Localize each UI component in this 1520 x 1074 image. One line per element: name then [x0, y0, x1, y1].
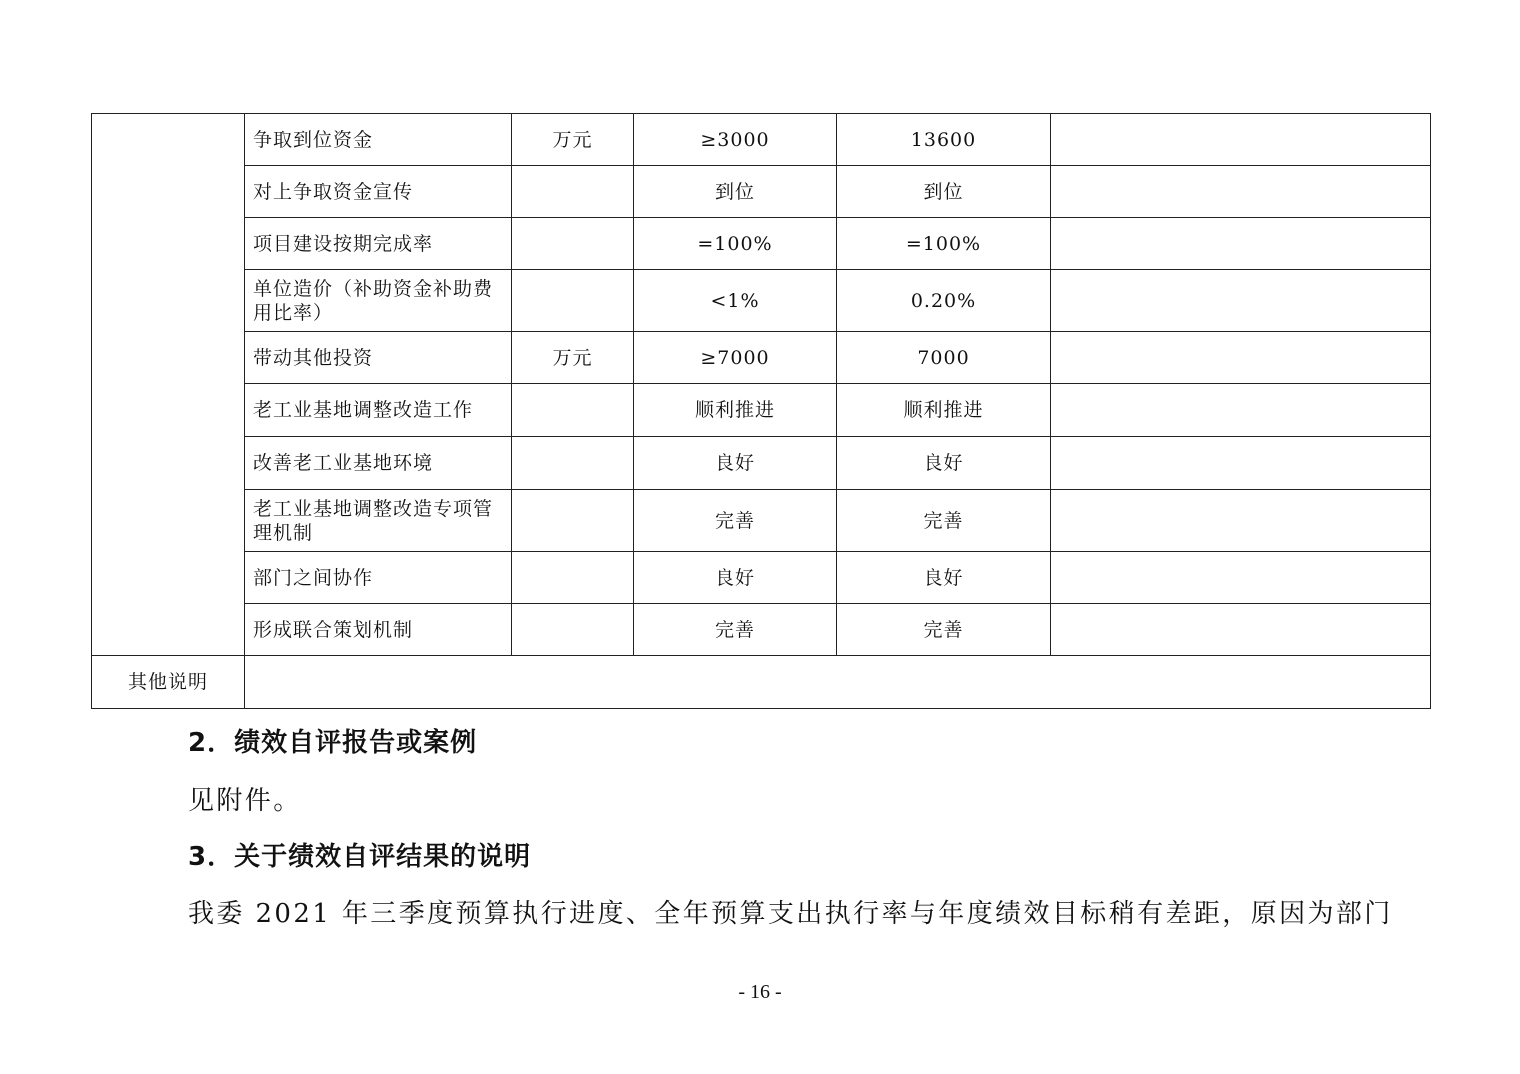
- target-cell: ≥3000: [634, 114, 837, 166]
- performance-table: [91, 113, 1431, 709]
- page-number: - 16 -: [738, 981, 782, 1003]
- target-cell: 完善: [634, 490, 837, 552]
- note-cell: [1051, 270, 1431, 332]
- note-cell: [1051, 552, 1431, 604]
- target-cell: <1%: [634, 270, 837, 332]
- indicator-cell: 项目建设按期完成率: [245, 218, 512, 270]
- actual-cell: 7000: [837, 332, 1051, 384]
- unit-cell: 万元: [512, 332, 634, 384]
- actual-cell: 完善: [837, 604, 1051, 656]
- target-cell: ≥7000: [634, 332, 837, 384]
- target-cell: =100%: [634, 218, 837, 270]
- note-cell: [1051, 166, 1431, 218]
- table-row: [92, 114, 1431, 166]
- target-cell: 顺利推进: [634, 384, 837, 437]
- unit-cell: [512, 218, 634, 270]
- indicator-cell: 单位造价（补助资金补助费用比率）: [245, 270, 512, 332]
- note-cell: [1051, 437, 1431, 490]
- note-cell: [1051, 332, 1431, 384]
- indicator-cell: 老工业基地调整改造专项管理机制: [245, 490, 512, 552]
- table-row: [92, 332, 1431, 384]
- section-2-heading: 2．绩效自评报告或案例: [188, 728, 478, 758]
- other-notes-value: [245, 656, 1431, 709]
- actual-cell: =100%: [837, 218, 1051, 270]
- note-cell: [1051, 218, 1431, 270]
- unit-cell: [512, 384, 634, 437]
- section-3-body: 我委 2021 年三季度预算执行进度、全年预算支出执行率与年度绩效目标稍有差距，原因为部门: [188, 899, 1393, 929]
- unit-cell: [512, 490, 634, 552]
- unit-cell: [512, 604, 634, 656]
- other-notes-label: 其他说明: [92, 656, 245, 709]
- table-row: [92, 552, 1431, 604]
- indicator-cell: 改善老工业基地环境: [245, 437, 512, 490]
- indicator-cell: 部门之间协作: [245, 552, 512, 604]
- note-cell: [1051, 490, 1431, 552]
- table-row: [92, 384, 1431, 437]
- indicator-cell: 争取到位资金: [245, 114, 512, 166]
- note-cell: [1051, 384, 1431, 437]
- table-row: [92, 270, 1431, 332]
- note-cell: [1051, 604, 1431, 656]
- table-row: [92, 604, 1431, 656]
- merged-category-cell: [92, 114, 245, 656]
- target-cell: 完善: [634, 604, 837, 656]
- actual-cell: 完善: [837, 490, 1051, 552]
- table-row: [92, 166, 1431, 218]
- unit-cell: [512, 166, 634, 218]
- unit-cell: 万元: [512, 114, 634, 166]
- actual-cell: 顺利推进: [837, 384, 1051, 437]
- unit-cell: [512, 552, 634, 604]
- note-cell: [1051, 114, 1431, 166]
- table-row: [92, 218, 1431, 270]
- target-cell: 良好: [634, 552, 837, 604]
- table-row: [92, 437, 1431, 490]
- actual-cell: 良好: [837, 437, 1051, 490]
- unit-cell: [512, 437, 634, 490]
- actual-cell: 良好: [837, 552, 1051, 604]
- indicator-cell: 对上争取资金宣传: [245, 166, 512, 218]
- unit-cell: [512, 270, 634, 332]
- target-cell: 到位: [634, 166, 837, 218]
- indicator-cell: 老工业基地调整改造工作: [245, 384, 512, 437]
- actual-cell: 到位: [837, 166, 1051, 218]
- table-row: [92, 490, 1431, 552]
- other-notes-row: [92, 656, 1431, 709]
- indicator-cell: 形成联合策划机制: [245, 604, 512, 656]
- section-3-heading: 3．关于绩效自评结果的说明: [188, 842, 532, 872]
- actual-cell: 0.20%: [837, 270, 1051, 332]
- indicator-cell: 带动其他投资: [245, 332, 512, 384]
- actual-cell: 13600: [837, 114, 1051, 166]
- section-2-body: 见附件。: [188, 786, 302, 816]
- target-cell: 良好: [634, 437, 837, 490]
